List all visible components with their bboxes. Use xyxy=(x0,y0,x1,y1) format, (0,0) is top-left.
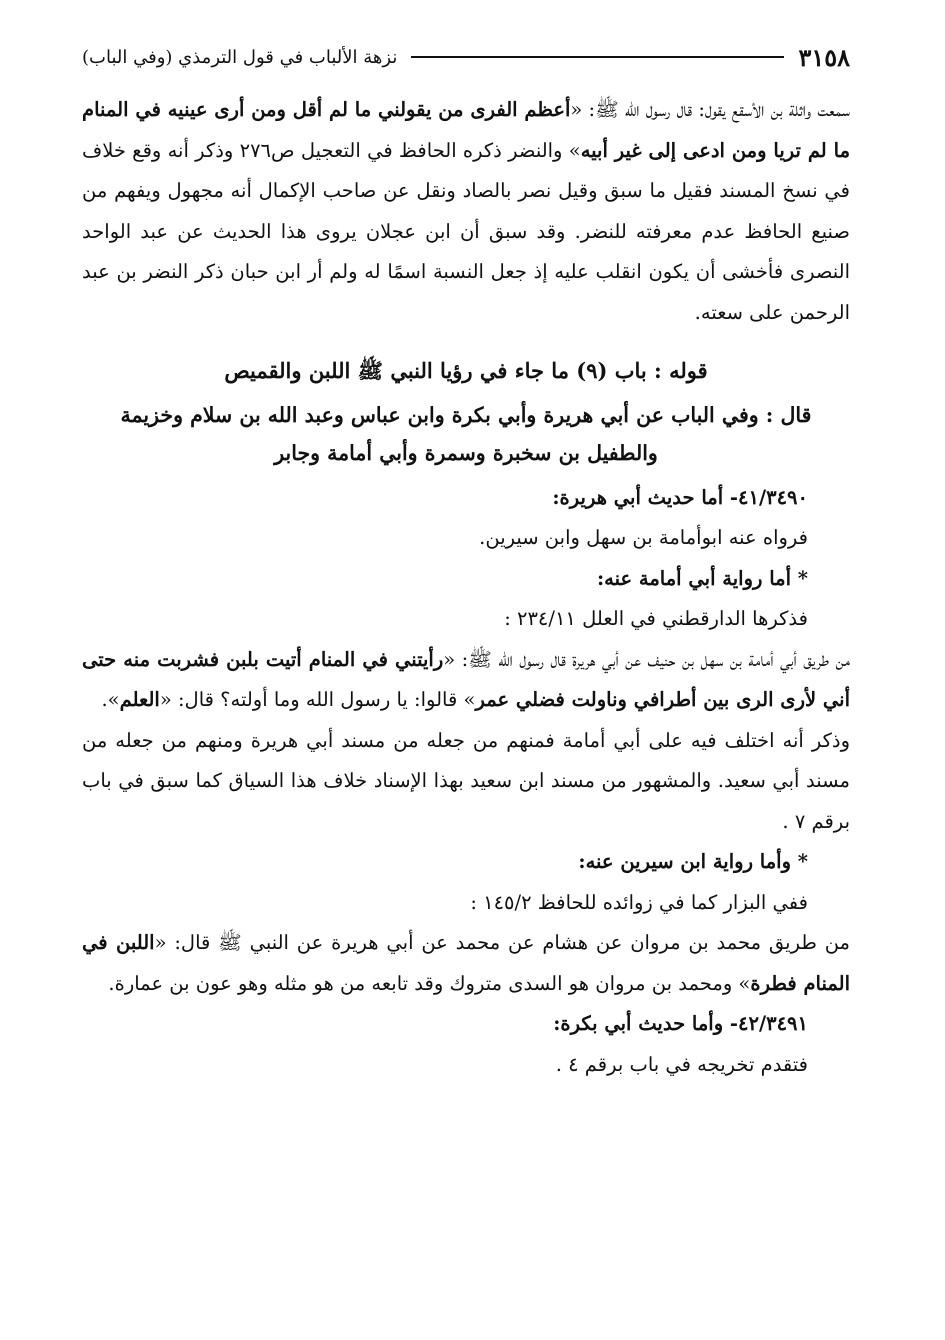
p2-close: ». xyxy=(101,688,120,711)
paragraph-3: وذكر أنه اختلف فيه على أبي أمامة فمنهم من جعله من مسند أبي هريرة ومنهم من جعله من مسند أبي سعيد. والمشهور من مسند ابن سعيد بهذا الإسناد خلاف هذا السياق كما سبق في باب برقم ٧ . xyxy=(82,728,850,833)
chapter-heading: قوله : باب (٩) ما جاء في رؤيا النبي ﷺ اللبن والقميص xyxy=(224,358,708,383)
line-narrators: فرواه عنه ابوأمامة بن سهل وابن سيرين. xyxy=(479,526,808,549)
page-header xyxy=(82,40,850,74)
paragraph-1 xyxy=(82,90,850,333)
p2-intro: من طريق أبي أمامة بن سهل بن حنيف عن أبي هريرة قال رسول الله ﷺ: « xyxy=(443,647,850,671)
section-heading-abu-hurayra: ٤١/٣٤٩٠- أما حديث أبي هريرة: xyxy=(552,485,808,509)
section-heading-ibn-sirin: * وأما رواية ابن سيرين عنه: xyxy=(578,850,808,873)
p1-hadith-text: أعظم الفرى من يقولني ما لم أقل ومن أرى عينيه في المنام ما لم تريا ومن ادعى إلى غير أبيه xyxy=(82,98,851,162)
p2-answer: العلم xyxy=(119,688,160,711)
page-body xyxy=(82,90,850,1085)
paragraph-2 xyxy=(82,640,850,721)
section-heading-abu-umama: * أما رواية أبي أمامة عنه: xyxy=(596,566,808,590)
section-heading-abu-bakra: ٤٢/٣٤٩١- وأما حديث أبي بكرة: xyxy=(553,1012,808,1035)
paragraph-4 xyxy=(82,923,850,1004)
chapter-statement: قال : وفي الباب عن أبي هريرة وأبي بكرة وابن عباس وعبد الله بن سلام وخزيمة والطفيل بن سخبرة وسمرة وأبي أمامة وجابر xyxy=(120,402,812,465)
line-bazzar: ففي البزار كما في زوائده للحافظ ١٤٥/٢ : xyxy=(470,890,808,914)
line-takhrij: فتقدم تخريجه في باب برقم ٤ . xyxy=(555,1052,808,1076)
page-number: ٣١٥٨ xyxy=(798,42,850,72)
header-rule xyxy=(411,56,784,58)
p4-commentary: » ومحمد بن مروان هو السدى متروك وقد تابعه من هو مثله وهو عون بن عمارة. xyxy=(108,971,751,995)
p2-question: » قالوا: يا رسول الله وما أولته؟ قال: « xyxy=(159,688,476,711)
p1-commentary: » والنضر ذكره الحافظ في التعجيل ص٢٧٦ وذكر أنه وقع خلاف في نسخ المسند فقيل ما سبق وقيل نصر بالصاد ونقل عن صاحب الإكمال أنه مجهول ويفهم من صنيع الحافظ عدم معرفته للنضر. وقد سبق أن ابن عجلان يروى هذا الحديث عن عبد الواحد النصرى فأخشى أن يكون انقلب عليه إذ جعل النسبة اسمًا له ولم أر ابن حبان ذكر النضر بن عبد الرحمن على سعته. xyxy=(82,138,850,324)
p2-hadith-text: رأيتني في المنام أتيت بلبن فشربت منه حتى أني لأرى الرى بين أطرافي وناولت فضلي عمر xyxy=(82,647,850,711)
running-title: نزهة الألباب في قول الترمذي (وفي الباب) xyxy=(82,46,398,68)
p4-hadith-text: اللبن في المنام فطرة xyxy=(82,931,850,995)
line-daraqutni: فذكرها الدارقطني في العلل ٢٣٤/١١ : xyxy=(504,607,808,630)
p4-intro: من طريق محمد بن مروان عن هشام عن محمد عن أبي هريرة عن النبي ﷺ قال: « xyxy=(154,931,850,954)
p1-intro: سمعت واثلة بن الأسقع يقول: قال رسول الله ﷺ: « xyxy=(570,98,850,121)
